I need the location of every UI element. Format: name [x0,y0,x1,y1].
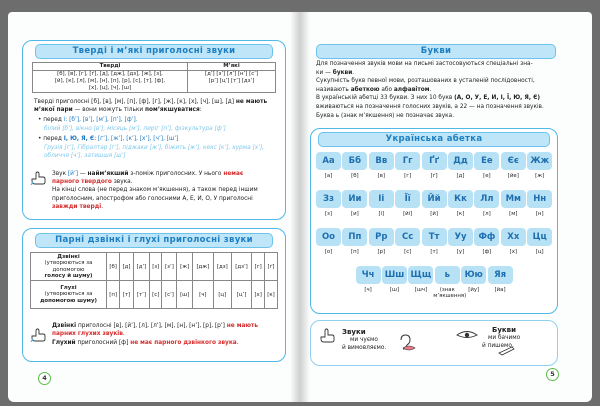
alphabet-letter-tile: Шш [382,266,407,284]
alphabet-sound-label: [л] [483,211,491,217]
alphabet-letter-tile: Ии [342,190,367,208]
voiceless-cell: [с’] [162,281,177,309]
alphabet-letter-tile: Вв [369,152,394,170]
alphabet-letter-tile: Цц [527,228,552,246]
voiceless-cell: [ш] [177,281,192,309]
soft-consonants-cell [188,71,276,93]
alphabet-letter-tile: Аа [316,152,341,170]
voiceless-cell: [с] [150,281,162,309]
voiced-cell: [з’] [162,253,177,281]
voiced-cell: [дз] [213,253,231,281]
alphabet-letter-tile: Мм [501,190,526,208]
alphabet-sound-label: [б] [351,173,359,179]
letters-block: Букви ми бачимо й пишемо. [482,326,521,349]
alphabet-letter-tile: Юю [461,266,486,284]
alphabet-letter-tile: Зз [316,190,341,208]
mouth-icon [402,344,416,352]
alphabet-sound-label: [и] [351,211,359,217]
alphabet-sound-label: [йі] [403,211,413,217]
alphabet-sound-label: [йа] [494,287,506,293]
voiced-cell: [г] [252,253,265,281]
alphabet-sound-label: [ц] [535,249,544,255]
alphabet-sound-label: [ф] [482,249,492,255]
alphabet-sound-label: [о] [324,249,333,255]
hard-row: [б], [в], [г], [ґ], [д], [дж], [дз], [ж], [з], [57,71,163,77]
alphabet-letter-tile: Рр [369,228,394,246]
alphabet-sound-label: [ч] [364,287,372,293]
voiceless-cell: [ц’] [231,281,252,309]
bullet-before-iotated: • перед І, Ю, Я, Є: [г’], [ж’], [к’], [х’], [ч’], [ш’] [38,136,179,142]
table-head-soft: М’які [188,63,276,71]
alphabet-sound-label: [а] [324,173,333,179]
alphabet-sound-label: [е] [483,173,491,179]
letters-paragraph: Для позначення звуків мови на письмі застосовуються спеціальні зна- ки — букви. Сукупність букв певної мови, розташованих в усталеній послідовності, називають абеткою або алфавітом. В українській абетці 33 букви. З них 10 букв (А, О, У, Е, И, І, Ї, Ю, Я, Є) вживаються на позначення голосних звуків, а 22 — на позначення звуків. Буква ь (знак м’якшення) не позначає звука. [316,61,544,119]
hard-row: [й], [к], [л], [м], [н], [п], [р], [с], [т], [ф], [54,78,166,84]
hard-consonants-paragraph: Тверді приголосні [б], [в], [м], [п], [ф], [г], [ж], [к], [х], [ч], [ш], [д] не мають м’якої пари — вони можуть тільки пом’якшуватися: [34,99,268,113]
alphabet-letter-tile: Фф [474,228,499,246]
voiceless-label-cell: Глухі (утворюються за допомогою шуму) [31,281,107,309]
voiced-cell: [дз’] [231,253,252,281]
alphabet-letter-tile: Ее [474,152,499,170]
voiced-label-cell: Дзвінкі (утворюються за допомогою голосу й шуму) [31,253,107,281]
alphabet-sound-label: [і] [378,211,385,217]
alphabet-sound-label: [йе] [507,173,519,179]
voiced-cell: [д] [120,253,134,281]
alphabet-letter-tile: Її [395,190,420,208]
hard-row: [х], [ц], [ч], [ш] [88,85,132,91]
alphabet-sound-label: [й] [430,211,438,217]
alphabet-sound-label: [г] [404,173,412,179]
voiceless-cell: [к] [265,281,278,309]
alphabet-letter-tile: Кк [448,190,473,208]
alphabet-letter-tile: Іі [369,190,394,208]
hard-soft-table [32,62,276,93]
pointing-hand-icon [30,171,46,185]
hard-consonants-cell [33,71,188,93]
alphabet-letter-tile: Єє [501,152,526,170]
page-number-right: 5 [546,368,559,381]
alphabet-letter-tile: Ґґ [422,152,447,170]
bullet-before-i: • перед і: [б’], [в’], [м’], [п’], [ф’]. [38,117,138,123]
voiced-cell: [з] [150,253,162,281]
alphabet-sound-label: [м] [509,211,518,217]
soft-row: [д’] [з’] [л’] [н’] [с’] [205,71,258,77]
alphabet-letter-tile: Сс [395,228,420,246]
bullet-before-i-examples: білий [б’], вікно [в’], місяць [м’], пиріг [п’], фізкультура [ф’] [44,126,226,132]
alphabet-sound-label: [ш] [389,287,400,293]
voiceless-cell: [п] [107,281,120,309]
book-gutter [290,12,310,402]
voiced-note: Дзвінкі приголосні [в], [й’], [л], [л’], [м], [н], [н’], [р], [р’] не мають парних глухих звуків. Глухий приголосний [ф] не має парного дзвінкого звука. [52,323,259,346]
letters-title: Букви [316,44,556,59]
alphabet-letter-tile: Яя [488,266,513,284]
alphabet-sound-label: [к] [456,211,465,217]
alphabet-sound-label: [п] [351,249,359,255]
alphabet-sound-label: [н] [535,211,544,217]
hand-icon [318,328,336,344]
voiceless-cell: [т] [120,281,134,309]
alphabet-letter-tile: Дд [448,152,473,170]
voiced-voiceless-table [30,252,278,309]
hard-soft-title: Тверді і м’які приголосні звуки [35,44,273,59]
page-number-left: 4 [38,372,51,385]
alphabet-letter-tile: Щщ [408,266,433,284]
alphabet-sound-label: [з] [324,211,333,217]
alphabet-title: Українська абетка [318,132,550,147]
alphabet-letter-tile: Хх [501,228,526,246]
alphabet-letter-tile: Нн [527,190,552,208]
eye-icon [456,330,478,340]
alphabet-letter-tile: Гг [395,152,420,170]
alphabet-letter-tile: Йй [422,190,447,208]
voiced-cell: [д’] [133,253,149,281]
alphabet-sound-label: [р] [377,249,386,255]
table-head-hard: Тверді [33,63,188,71]
voiced-cell: [ж] [177,253,192,281]
alphabet-sound-label: [д] [456,173,465,179]
soft-j-note: Звук [й’] — найм’якший з-поміж приголосних. У нього немає парного твердого звука. На кінці слова (не перед знаком м’якшення), а також перед іншим приголосним, апострофом або голосними А, Е, И, О, У приголосні завжди тверді. [52,171,258,210]
alphabet-letter-tile: Оо [316,228,341,246]
alphabet-letter-tile: Пп [342,228,367,246]
alphabet-letter-tile: Лл [474,190,499,208]
alphabet-letter-tile: Чч [356,266,381,284]
soft-row: [р’] [ц’] [т’] [дз’] [208,78,255,84]
alphabet-sound-label: [в] [377,173,385,179]
alphabet-sound-label: [шч] [414,287,428,293]
voiceless-cell: [т’] [133,281,149,309]
voiced-voiceless-title: Парні дзвінкі і глухі приголосні звуки [35,233,273,248]
alphabet-sound-label: [х] [509,249,517,255]
alphabet-sound-label: (знак м’якшення) [433,287,467,299]
alphabet-letter-tile: Жж [527,152,552,170]
voiceless-cell: [ц] [213,281,231,309]
alphabet-letter-tile: Уу [448,228,473,246]
alphabet-letter-tile: Бб [342,152,367,170]
voiced-cell: [дж] [192,253,213,281]
alphabet-sound-label: [т] [430,249,438,255]
alphabet-sound-label: [с] [404,249,412,255]
voiced-row [31,253,278,281]
alphabet-sound-label: [йу] [468,287,480,293]
sounds-block: Звуки ми чуємо й вимовляємо. [342,328,387,351]
voiceless-cell: [х] [252,281,265,309]
voiced-cell: [ґ] [265,253,278,281]
voiceless-row [31,281,278,309]
alphabet-letter-tile: Тт [422,228,447,246]
pointing-hand-icon [30,328,46,342]
alphabet-letter-tile: ь [435,266,460,284]
voiceless-cell: [ч] [192,281,213,309]
bullet-before-iotated-examples: Грузія [г’], Гібралтар [г’], піджаки [ж’], біжить [ж’], кекс [к’], хурма [х’], обличчя [ч’], затишшя [ш’] [44,145,265,159]
alphabet-sound-label: [ґ] [430,173,438,179]
voiced-cell: [б] [107,253,120,281]
alphabet-sound-label: [ж] [535,173,545,179]
alphabet-sound-label: [у] [456,249,465,255]
